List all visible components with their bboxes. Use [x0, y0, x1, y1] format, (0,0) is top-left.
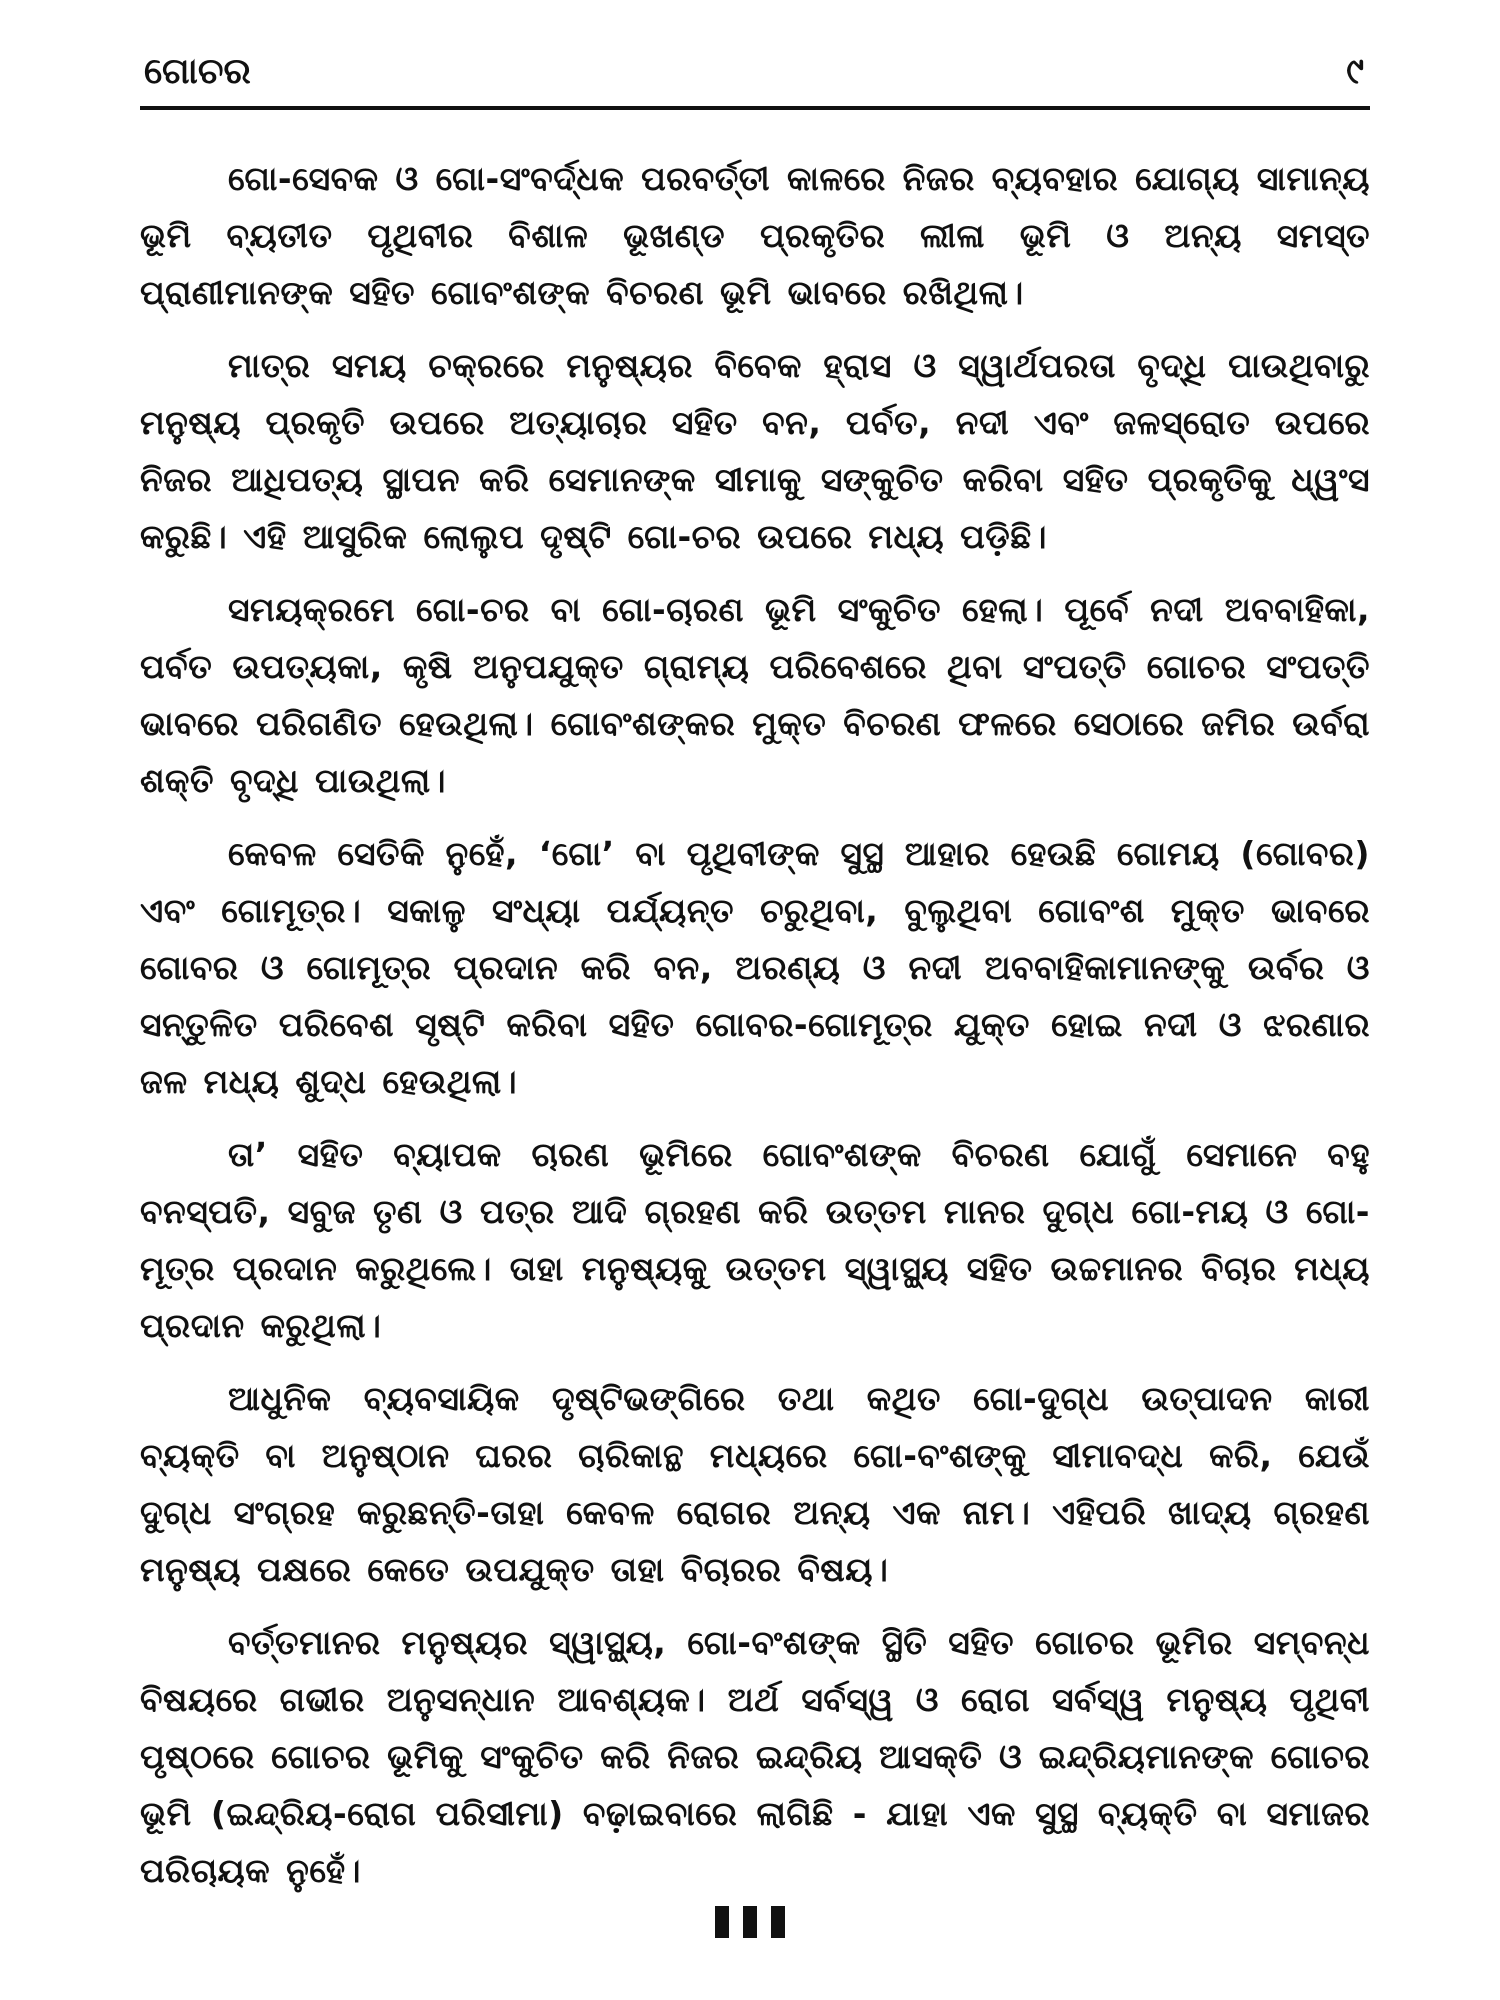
end-bar-3	[771, 1906, 785, 1938]
page-number: ୯	[1346, 51, 1364, 92]
paragraph-2: ମାତ୍ର ସମୟ ଚକ୍ରରେ ମନୁଷ୍ୟର ବିବେକ ହ୍ରାସ ଓ ସ୍ୱାର୍ଥପରତା ବୃଦ୍ଧି ପାଉଥିବାରୁ ମନୁଷ୍ୟ ପ୍ରକୃତି ଉପରେ ଅତ୍ୟାଚାର ସହିତ ବନ, ପର୍ବତ, ନଦୀ ଏବଂ ଜଳସ୍ରୋତ ଉପରେ ନିଜର ଆଧିପତ୍ୟ ସ୍ଥାପନ କରି ସେମାନଙ୍କ ସୀମାକୁ ସଙ୍କୁଚିତ କରିବା ସହିତ ପ୍ରକୃତିକୁ ଧ୍ୱଂସ କରୁଛି। ଏହି ଆସୁରିକ ଲୋଲୁପ ଦୃଷ୍ଟି ଗୋ-ଚର ଉପରେ ମଧ୍ୟ ପଡ଼ିଛି।	[140, 346, 1370, 556]
body-text	[140, 150, 1370, 1915]
running-header	[140, 44, 1370, 110]
header-title: ଗୋଚର	[144, 51, 251, 92]
paragraph-6: ଆଧୁନିକ ବ୍ୟବସାୟିକ ଦୃଷ୍ଟିଭଙ୍ଗିରେ ତଥା କଥିତ ଗୋ-ଦୁଗ୍ଧ ଉତ୍ପାଦନ କାରୀ ବ୍ୟକ୍ତି ବା ଅନୁଷ୍ଠାନ ଘରର ଚାରିକାନ୍ଥ ମଧ୍ୟରେ ଗୋ-ବଂଶଙ୍କୁ ସୀମାବଦ୍ଧ କରି, ଯେଉଁ ଦୁଗ୍ଧ ସଂଗ୍ରହ କରୁଛନ୍ତି-ତାହା କେବଳ ରୋଗର ଅନ୍ୟ ଏକ ନାମ। ଏହିପରି ଖାଦ୍ୟ ଗ୍ରହଣ ମନୁଷ୍ୟ ପକ୍ଷରେ କେତେ ଉପଯୁକ୍ତ ତାହା ବିଚାରର ବିଷୟ।	[140, 1379, 1370, 1589]
paragraph-1: ଗୋ-ସେବକ ଓ ଗୋ-ସଂବର୍ଦ୍ଧକ ପରବର୍ତ୍ତୀ କାଳରେ ନିଜର ବ୍ୟବହାର ଯୋଗ୍ୟ ସାମାନ୍ୟ ଭୂମି ବ୍ୟତୀତ ପୃଥିବୀର ବିଶାଳ ଭୂଖଣ୍ଡ ପ୍ରକୃତିର ଲୀଳା ଭୂମି ଓ ଅନ୍ୟ ସମସ୍ତ ପ୍ରାଣୀମାନଙ୍କ ସହିତ ଗୋବଂଶଙ୍କ ବିଚରଣ ଭୂମି ଭାବରେ ରଖିଥିଲା।	[140, 159, 1370, 312]
paragraph-4: କେବଳ ସେତିକି ନୁହେଁ, ‘ଗୋ’ ବା ପୃଥିବୀଙ୍କ ସୁସ୍ଥ ଆହାର ହେଉଛି ଗୋମୟ (ଗୋବର) ଏବଂ ଗୋମୂତ୍ର। ସକାଳୁ ସଂଧ୍ୟା ପର୍ଯ୍ୟନ୍ତ ଚରୁଥିବା, ବୁଲୁଥିବା ଗୋବଂଶ ମୁକ୍ତ ଭାବରେ ଗୋବର ଓ ଗୋମୂତ୍ର ପ୍ରଦାନ କରି ବନ, ଅରଣ୍ୟ ଓ ନଦୀ ଅବବାହିକାମାନଙ୍କୁ ଉର୍ବର ଓ ସନ୍ତୁଳିତ ପରିବେଶ ସୃଷ୍ଟି କରିବା ସହିତ ଗୋବର-ଗୋମୂତ୍ର ଯୁକ୍ତ ହୋଇ ନଦୀ ଓ ଝରଣାର ଜଳ ମଧ୍ୟ ଶୁଦ୍ଧ ହେଉଥିଲା।	[140, 834, 1370, 1101]
section-end-marker	[0, 1906, 1500, 1938]
paragraph-5: ତା’ ସହିତ ବ୍ୟାପକ ଚାରଣ ଭୂମିରେ ଗୋବଂଶଙ୍କ ବିଚରଣ ଯୋଗୁଁ ସେମାନେ ବହୁ ବନସ୍ପତି, ସବୁଜ ତୃଣ ଓ ପତ୍ର ଆଦି ଗ୍ରହଣ କରି ଉତ୍ତମ ମାନର ଦୁଗ୍ଧ ଗୋ-ମୟ ଓ ଗୋ-ମୂତ୍ର ପ୍ରଦାନ କରୁଥିଲେ। ତାହା ମନୁଷ୍ୟକୁ ଉତ୍ତମ ସ୍ୱାସ୍ଥ୍ୟ ସହିତ ଉଚ୍ଚମାନର ବିଚାର ମଧ୍ୟ ପ୍ରଦାନ କରୁଥିଲା।	[140, 1135, 1370, 1345]
end-bar-1	[715, 1906, 729, 1938]
end-bar-2	[743, 1906, 757, 1938]
paragraph-3: ସମୟକ୍ରମେ ଗୋ-ଚର ବା ଗୋ-ଚାରଣ ଭୂମି ସଂକୁଚିତ ହେଲା। ପୂର୍ବେ ନଦୀ ଅବବାହିକା, ପର୍ବତ ଉପତ୍ୟକା, କୃଷି ଅନୁପଯୁକ୍ତ ଗ୍ରାମ୍ୟ ପରିବେଶରେ ଥିବା ସଂପତ୍ତି ଗୋଚର ସଂପତ୍ତି ଭାବରେ ପରିଗଣିତ ହେଉଥିଲା। ଗୋବଂଶଙ୍କର ମୁକ୍ତ ବିଚରଣ ଫଳରେ ସେଠାରେ ଜମିର ଉର୍ବରା ଶକ୍ତି ବୃଦ୍ଧି ପାଉଥିଲା।	[140, 590, 1370, 800]
paragraph-7: ବର୍ତ୍ତମାନର ମନୁଷ୍ୟର ସ୍ୱାସ୍ଥ୍ୟ, ଗୋ-ବଂଶଙ୍କ ସ୍ଥିତି ସହିତ ଗୋଚର ଭୂମିର ସମ୍ବନ୍ଧ ବିଷୟରେ ଗଭୀର ଅନୁସନ୍ଧାନ ଆବଶ୍ୟକ। ଅର୍ଥ ସର୍ବସ୍ୱ ଓ ରୋଗ ସର୍ବସ୍ୱ ମନୁଷ୍ୟ ପୃଥିବୀ ପୃଷ୍ଠରେ ଗୋଚର ଭୂମିକୁ ସଂକୁଚିତ କରି ନିଜର ଇନ୍ଦ୍ରିୟ ଆସକ୍ତି ଓ ଇନ୍ଦ୍ରିୟମାନଙ୍କ ଗୋଚର ଭୂମି (ଇନ୍ଦ୍ରିୟ-ରୋଗ ପରିସୀମା) ବଢ଼ାଇବାରେ ଲାଗିଛି - ଯାହା ଏକ ସୁସ୍ଥ ବ୍ୟକ୍ତି ବା ସମାଜର ପରିଚାୟକ ନୁହେଁ।	[140, 1623, 1370, 1890]
